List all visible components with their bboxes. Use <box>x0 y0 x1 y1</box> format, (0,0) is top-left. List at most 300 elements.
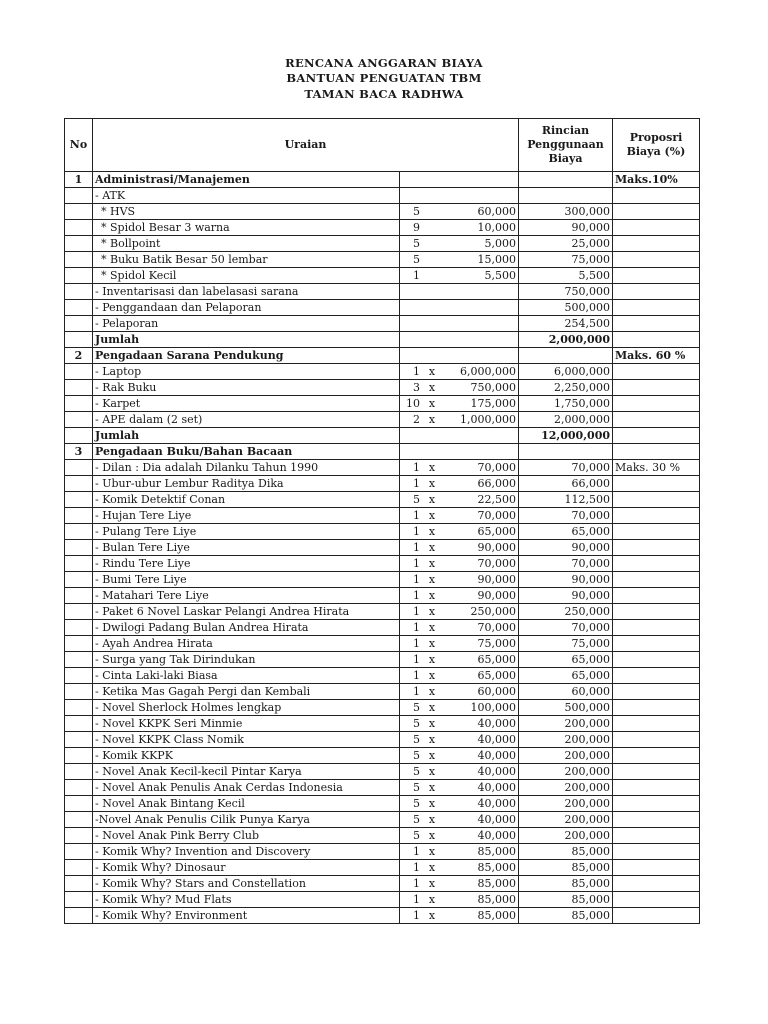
row-proportion: Maks. 60 % <box>613 348 700 364</box>
row-number: 2 <box>65 348 93 364</box>
table-row <box>65 236 700 252</box>
table-row <box>65 556 700 572</box>
quantity-value: 1 <box>413 605 420 618</box>
row-unit-price: 90,000 <box>438 540 519 556</box>
multiply-sign: x <box>428 557 436 570</box>
table-row <box>65 892 700 908</box>
table-row <box>65 620 700 636</box>
doc-title-line-2: BANTUAN PENGUATAN TBM <box>286 71 482 85</box>
row-number <box>65 908 93 924</box>
row-unit-price: 6,000,000 <box>438 364 519 380</box>
row-description: - Komik KKPK <box>93 748 400 764</box>
row-description: - Bumi Tere Liye <box>93 572 400 588</box>
row-description: - Surga yang Tak Dirindukan <box>93 652 400 668</box>
row-number <box>65 364 93 380</box>
row-proportion <box>613 812 700 828</box>
row-number <box>65 828 93 844</box>
row-number <box>65 268 93 284</box>
row-description: Pengadaan Buku/Bahan Bacaan <box>93 444 400 460</box>
row-unit-price: 250,000 <box>438 604 519 620</box>
table-row <box>65 524 700 540</box>
table-row <box>65 604 700 620</box>
row-description: - Komik Why? Stars and Constellation <box>93 876 400 892</box>
row-quantity <box>400 540 438 556</box>
row-unit-price: 85,000 <box>438 908 519 924</box>
row-description: - Komik Detektif Conan <box>93 492 400 508</box>
multiply-sign: x <box>428 685 436 698</box>
row-number <box>65 492 93 508</box>
row-proportion <box>613 876 700 892</box>
table-row <box>65 844 700 860</box>
quantity-value: 1 <box>413 877 420 890</box>
row-number <box>65 380 93 396</box>
row-number <box>65 460 93 476</box>
multiply-sign: x <box>428 509 436 522</box>
row-number <box>65 700 93 716</box>
row-number <box>65 236 93 252</box>
row-unit-price: 85,000 <box>438 892 519 908</box>
quantity-value: 1 <box>413 525 420 538</box>
row-quantity <box>400 652 438 668</box>
table-row <box>65 268 700 284</box>
row-total: 90,000 <box>519 540 613 556</box>
table-row <box>65 364 700 380</box>
row-proportion <box>613 412 700 428</box>
row-proportion <box>613 556 700 572</box>
row-description: - Ketika Mas Gagah Pergi dan Kembali <box>93 684 400 700</box>
row-total: 85,000 <box>519 876 613 892</box>
quantity-value: 5 <box>413 765 420 778</box>
row-total: 66,000 <box>519 476 613 492</box>
row-unit-price: 70,000 <box>438 460 519 476</box>
row-quantity <box>400 860 438 876</box>
multiply-sign: x <box>428 381 436 394</box>
row-unit-price: 40,000 <box>438 732 519 748</box>
row-proportion <box>613 220 700 236</box>
table-header-row <box>65 119 700 172</box>
row-proportion <box>613 492 700 508</box>
row-proportion <box>613 908 700 924</box>
subtotal-row <box>65 428 700 444</box>
table-row <box>65 684 700 700</box>
row-number <box>65 572 93 588</box>
row-proportion <box>613 588 700 604</box>
row-total <box>519 444 613 460</box>
row-unit-price: 100,000 <box>438 700 519 716</box>
row-quantity <box>400 828 438 844</box>
row-quantity <box>400 716 438 732</box>
table-row <box>65 284 700 300</box>
row-total: 70,000 <box>519 508 613 524</box>
table-row <box>65 588 700 604</box>
row-description: - Pelaporan <box>93 316 400 332</box>
table-row <box>65 396 700 412</box>
row-quantity <box>400 556 438 572</box>
row-total: 2,250,000 <box>519 380 613 396</box>
row-total <box>519 188 613 204</box>
row-unit-price <box>438 300 519 316</box>
table-row <box>65 300 700 316</box>
row-number <box>65 844 93 860</box>
quantity-value: 1 <box>413 621 420 634</box>
table-row <box>65 860 700 876</box>
row-number <box>65 316 93 332</box>
row-description: - Karpet <box>93 396 400 412</box>
table-row <box>65 476 700 492</box>
row-total: 25,000 <box>519 236 613 252</box>
row-quantity <box>400 700 438 716</box>
quantity-value: 5 <box>413 205 420 218</box>
quantity-value: 5 <box>413 253 420 266</box>
row-proportion: Maks.10% <box>613 172 700 188</box>
row-number <box>65 428 93 444</box>
table-row <box>65 636 700 652</box>
row-unit-price: 65,000 <box>438 652 519 668</box>
row-unit-price: 750,000 <box>438 380 519 396</box>
row-description: - Novel KKPK Seri Minmie <box>93 716 400 732</box>
table-row <box>65 380 700 396</box>
row-number <box>65 588 93 604</box>
row-total: 500,000 <box>519 300 613 316</box>
multiply-sign: x <box>428 589 436 602</box>
row-total: 85,000 <box>519 892 613 908</box>
row-number <box>65 300 93 316</box>
table-row <box>65 572 700 588</box>
row-quantity <box>400 796 438 812</box>
row-number <box>65 284 93 300</box>
row-description: -Novel Anak Penulis Cilik Punya Karya <box>93 812 400 828</box>
row-quantity <box>400 748 438 764</box>
row-total: 5,500 <box>519 268 613 284</box>
row-description: - Komik Why? Dinosaur <box>93 860 400 876</box>
row-description: * Spidol Kecil <box>93 268 400 284</box>
row-total: 250,000 <box>519 604 613 620</box>
row-proportion <box>613 684 700 700</box>
row-proportion <box>613 380 700 396</box>
row-number <box>65 652 93 668</box>
quantity-value: 9 <box>413 221 420 234</box>
row-number <box>65 332 93 348</box>
row-unit-price: 70,000 <box>438 556 519 572</box>
row-description: Administrasi/Manajemen <box>93 172 400 188</box>
table-row <box>65 492 700 508</box>
table-row <box>65 780 700 796</box>
row-quantity <box>400 428 438 444</box>
header-no: No <box>65 119 93 172</box>
multiply-sign: x <box>428 573 436 586</box>
row-proportion <box>613 700 700 716</box>
row-proportion <box>613 892 700 908</box>
row-number: 1 <box>65 172 93 188</box>
quantity-value: 5 <box>413 701 420 714</box>
quantity-value: 1 <box>413 541 420 554</box>
row-quantity <box>400 476 438 492</box>
row-unit-price: 70,000 <box>438 620 519 636</box>
table-row <box>65 876 700 892</box>
row-proportion <box>613 748 700 764</box>
row-quantity <box>400 172 438 188</box>
row-number <box>65 636 93 652</box>
multiply-sign: x <box>428 669 436 682</box>
table-row <box>65 732 700 748</box>
row-number <box>65 812 93 828</box>
row-quantity <box>400 908 438 924</box>
multiply-sign: x <box>428 765 436 778</box>
row-total <box>519 172 613 188</box>
row-proportion <box>613 188 700 204</box>
row-proportion <box>613 476 700 492</box>
table-row <box>65 316 700 332</box>
row-proportion <box>613 300 700 316</box>
section-row <box>65 348 700 364</box>
row-unit-price: 65,000 <box>438 524 519 540</box>
multiply-sign: x <box>428 605 436 618</box>
row-proportion <box>613 508 700 524</box>
row-unit-price: 90,000 <box>438 572 519 588</box>
row-unit-price: 40,000 <box>438 748 519 764</box>
row-description: - Novel Sherlock Holmes lengkap <box>93 700 400 716</box>
section-row <box>65 444 700 460</box>
row-quantity <box>400 732 438 748</box>
doc-title-line-3: TAMAN BACA RADHWA <box>304 87 464 101</box>
row-quantity <box>400 364 438 380</box>
quantity-value: 1 <box>413 573 420 586</box>
row-total: 500,000 <box>519 700 613 716</box>
multiply-sign: x <box>428 541 436 554</box>
row-quantity <box>400 220 438 236</box>
header-uraian: Uraian <box>93 119 519 172</box>
table-row <box>65 508 700 524</box>
quantity-value: 1 <box>413 477 420 490</box>
table-row <box>65 252 700 268</box>
quantity-value: 1 <box>413 365 420 378</box>
row-total: 750,000 <box>519 284 613 300</box>
quantity-value: 1 <box>413 909 420 922</box>
row-unit-price: 75,000 <box>438 636 519 652</box>
row-total: 85,000 <box>519 908 613 924</box>
row-number <box>65 684 93 700</box>
row-description: - Komik Why? Environment <box>93 908 400 924</box>
row-number <box>65 524 93 540</box>
row-unit-price <box>438 172 519 188</box>
row-unit-price: 85,000 <box>438 876 519 892</box>
quantity-value: 1 <box>413 461 420 474</box>
row-description: - Bulan Tere Liye <box>93 540 400 556</box>
row-quantity <box>400 300 438 316</box>
row-quantity <box>400 380 438 396</box>
row-number <box>65 620 93 636</box>
row-number <box>65 476 93 492</box>
row-proportion <box>613 540 700 556</box>
row-unit-price: 5,000 <box>438 236 519 252</box>
quantity-value: 3 <box>413 381 420 394</box>
row-description: - Komik Why? Mud Flats <box>93 892 400 908</box>
row-unit-price <box>438 332 519 348</box>
row-number <box>65 892 93 908</box>
row-unit-price: 60,000 <box>438 204 519 220</box>
row-unit-price: 40,000 <box>438 716 519 732</box>
row-number <box>65 732 93 748</box>
quantity-value: 10 <box>406 397 420 410</box>
row-proportion <box>613 236 700 252</box>
quantity-value: 2 <box>413 413 420 426</box>
row-quantity <box>400 316 438 332</box>
row-proportion <box>613 764 700 780</box>
row-quantity <box>400 876 438 892</box>
table-row <box>65 204 700 220</box>
row-proportion <box>613 780 700 796</box>
row-proportion <box>613 796 700 812</box>
row-number <box>65 220 93 236</box>
row-proportion <box>613 844 700 860</box>
row-proportion <box>613 732 700 748</box>
table-row <box>65 460 700 476</box>
row-proportion <box>613 428 700 444</box>
multiply-sign: x <box>428 829 436 842</box>
row-unit-price: 85,000 <box>438 844 519 860</box>
multiply-sign: x <box>428 653 436 666</box>
row-description: - Ayah Andrea Hirata <box>93 636 400 652</box>
row-quantity <box>400 396 438 412</box>
row-unit-price <box>438 444 519 460</box>
quantity-value: 1 <box>413 637 420 650</box>
quantity-value: 5 <box>413 797 420 810</box>
row-proportion <box>613 284 700 300</box>
quantity-value: 5 <box>413 781 420 794</box>
row-total: 200,000 <box>519 780 613 796</box>
row-quantity <box>400 780 438 796</box>
row-description: - Rindu Tere Liye <box>93 556 400 572</box>
multiply-sign: x <box>428 733 436 746</box>
row-quantity <box>400 524 438 540</box>
row-description: - Novel Anak Kecil-kecil Pintar Karya <box>93 764 400 780</box>
row-total: 6,000,000 <box>519 364 613 380</box>
table-row <box>65 796 700 812</box>
row-number <box>65 764 93 780</box>
row-quantity <box>400 636 438 652</box>
quantity-value: 5 <box>413 813 420 826</box>
row-number <box>65 748 93 764</box>
multiply-sign: x <box>428 877 436 890</box>
row-quantity <box>400 284 438 300</box>
quantity-value: 1 <box>413 557 420 570</box>
row-total: 70,000 <box>519 620 613 636</box>
row-total: 65,000 <box>519 668 613 684</box>
row-number <box>65 668 93 684</box>
quantity-value: 1 <box>413 845 420 858</box>
budget-table <box>64 118 700 924</box>
row-description: - Pulang Tere Liye <box>93 524 400 540</box>
row-number <box>65 876 93 892</box>
row-description: - Ubur-ubur Lembur Raditya Dika <box>93 476 400 492</box>
row-unit-price: 66,000 <box>438 476 519 492</box>
row-total: 300,000 <box>519 204 613 220</box>
table-row <box>65 748 700 764</box>
row-unit-price <box>438 348 519 364</box>
row-quantity <box>400 588 438 604</box>
row-quantity <box>400 892 438 908</box>
row-proportion <box>613 860 700 876</box>
quantity-value: 5 <box>413 717 420 730</box>
row-unit-price: 65,000 <box>438 668 519 684</box>
row-quantity <box>400 668 438 684</box>
row-quantity <box>400 812 438 828</box>
row-description: - Cinta Laki-laki Biasa <box>93 668 400 684</box>
row-quantity <box>400 764 438 780</box>
row-number <box>65 412 93 428</box>
row-total: 200,000 <box>519 716 613 732</box>
row-total: 254,500 <box>519 316 613 332</box>
multiply-sign: x <box>428 525 436 538</box>
row-proportion <box>613 364 700 380</box>
row-proportion <box>613 828 700 844</box>
row-total: 60,000 <box>519 684 613 700</box>
quantity-value: 1 <box>413 269 420 282</box>
row-total: 200,000 <box>519 764 613 780</box>
row-unit-price: 15,000 <box>438 252 519 268</box>
row-number <box>65 540 93 556</box>
row-quantity <box>400 332 438 348</box>
quantity-value: 5 <box>413 237 420 250</box>
row-total: 200,000 <box>519 732 613 748</box>
row-unit-price: 5,500 <box>438 268 519 284</box>
row-unit-price: 175,000 <box>438 396 519 412</box>
row-quantity <box>400 268 438 284</box>
row-number <box>65 604 93 620</box>
multiply-sign: x <box>428 413 436 426</box>
table-row <box>65 764 700 780</box>
multiply-sign: x <box>428 749 436 762</box>
multiply-sign: x <box>428 461 436 474</box>
row-quantity <box>400 844 438 860</box>
row-unit-price: 40,000 <box>438 764 519 780</box>
row-description: - Novel KKPK Class Nomik <box>93 732 400 748</box>
multiply-sign: x <box>428 861 436 874</box>
row-description: - Paket 6 Novel Laskar Pelangi Andrea Hirata <box>93 604 400 620</box>
table-row <box>65 716 700 732</box>
row-number <box>65 796 93 812</box>
row-description: - Dwilogi Padang Bulan Andrea Hirata <box>93 620 400 636</box>
row-proportion <box>613 716 700 732</box>
quantity-value: 1 <box>413 669 420 682</box>
multiply-sign: x <box>428 717 436 730</box>
quantity-value: 1 <box>413 589 420 602</box>
row-total: 2,000,000 <box>519 412 613 428</box>
row-unit-price: 70,000 <box>438 508 519 524</box>
row-number <box>65 556 93 572</box>
row-unit-price: 85,000 <box>438 860 519 876</box>
row-proportion <box>613 316 700 332</box>
row-quantity <box>400 252 438 268</box>
row-quantity <box>400 604 438 620</box>
table-row <box>65 700 700 716</box>
quantity-value: 1 <box>413 685 420 698</box>
row-total: 65,000 <box>519 524 613 540</box>
row-number <box>65 780 93 796</box>
table-row <box>65 412 700 428</box>
row-total: 90,000 <box>519 572 613 588</box>
row-total: 90,000 <box>519 220 613 236</box>
header-rincian: Rincian Penggunaan Biaya <box>519 119 613 172</box>
row-proportion <box>613 524 700 540</box>
row-description: - Dilan : Dia adalah Dilanku Tahun 1990 <box>93 460 400 476</box>
table-body <box>65 172 700 924</box>
row-total: 112,500 <box>519 492 613 508</box>
multiply-sign: x <box>428 637 436 650</box>
table-row <box>65 188 700 204</box>
row-proportion <box>613 396 700 412</box>
row-unit-price: 40,000 <box>438 812 519 828</box>
